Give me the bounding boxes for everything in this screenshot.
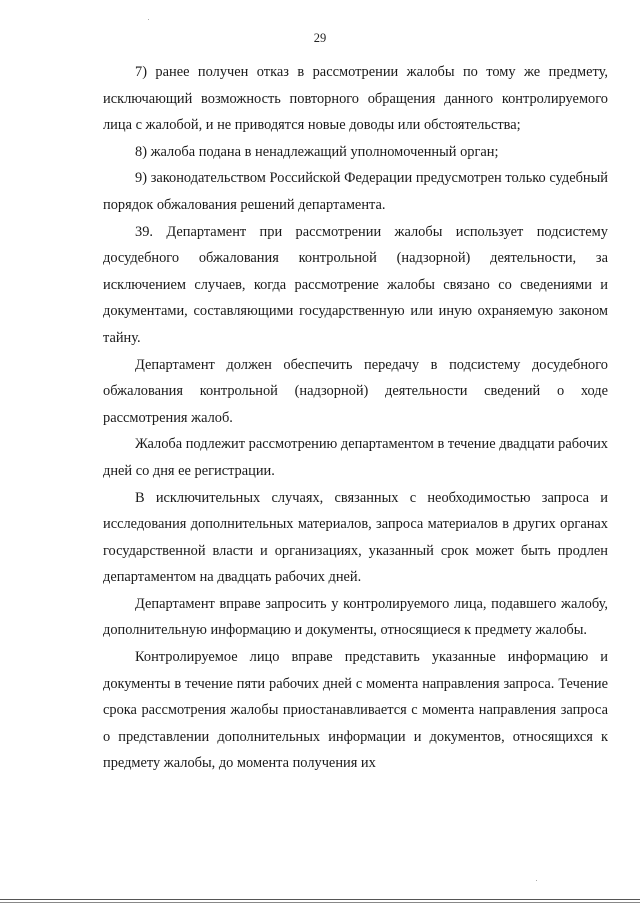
paragraph-request-info: Департамент вправе запросить у контролируемого лица, подавшего жалобу, дополнительную информацию и документы, относящиеся к предмету жалобы.	[103, 595, 608, 639]
paragraph-transfer-duty: Департамент должен обеспечить передачу в подсистему досудебного обжалования контрольной (надзорной) деятельности сведений о ходе рассмотрения жалоб.	[103, 356, 608, 426]
paragraph-item-8: 8) жалоба подана в ненадлежащий уполномоченный орган;	[135, 143, 499, 160]
paragraph-clause-39: 39. Департамент при рассмотрении жалобы использует подсистему досудебного обжалования контрольной (надзорной) деятельности, за исключением случаев, когда рассмотрение жалобы связано со сведениями и документами, составляющими государственную или иную охраняемую законом тайну.	[103, 223, 608, 346]
paragraph-review-period: Жалоба подлежит рассмотрению департаментом в течение двадцати рабочих дней со дня ее регистрации.	[103, 436, 608, 479]
scan-speck	[148, 19, 149, 20]
paragraph-submission-term: Контролируемое лицо вправе представить указанные информацию и документы в течение пяти рабочих дней с момента направления запроса. Течение срока рассмотрения жалобы приостанавливается с момента направления запроса о представлении дополнительных информации и документов, относящихся к предмету жалобы, до момента получения их	[103, 649, 608, 772]
scan-edge-line	[0, 902, 640, 903]
scan-speck	[536, 880, 537, 881]
paragraph-item-7: 7) ранее получен отказ в рассмотрении жалобы по тому же предмету, исключающий возможность повторного обращения данного контролируемого лица с жалобой, и не приводятся новые доводы или обстоятельства;	[103, 64, 608, 134]
scan-edge-line	[0, 899, 640, 900]
document-body	[103, 59, 608, 777]
page-number: 29	[313, 31, 327, 45]
paragraph-item-9: 9) законодательством Российской Федерации предусмотрен только судебный порядок обжалования решений департамента.	[103, 170, 608, 213]
paragraph-extension: В исключительных случаях, связанных с необходимостью запроса и исследования дополнительных материалов, запроса материалов в других органах государственной власти и организациях, указанный срок может быть продлен департаментом на двадцать рабочих дней.	[103, 489, 608, 586]
